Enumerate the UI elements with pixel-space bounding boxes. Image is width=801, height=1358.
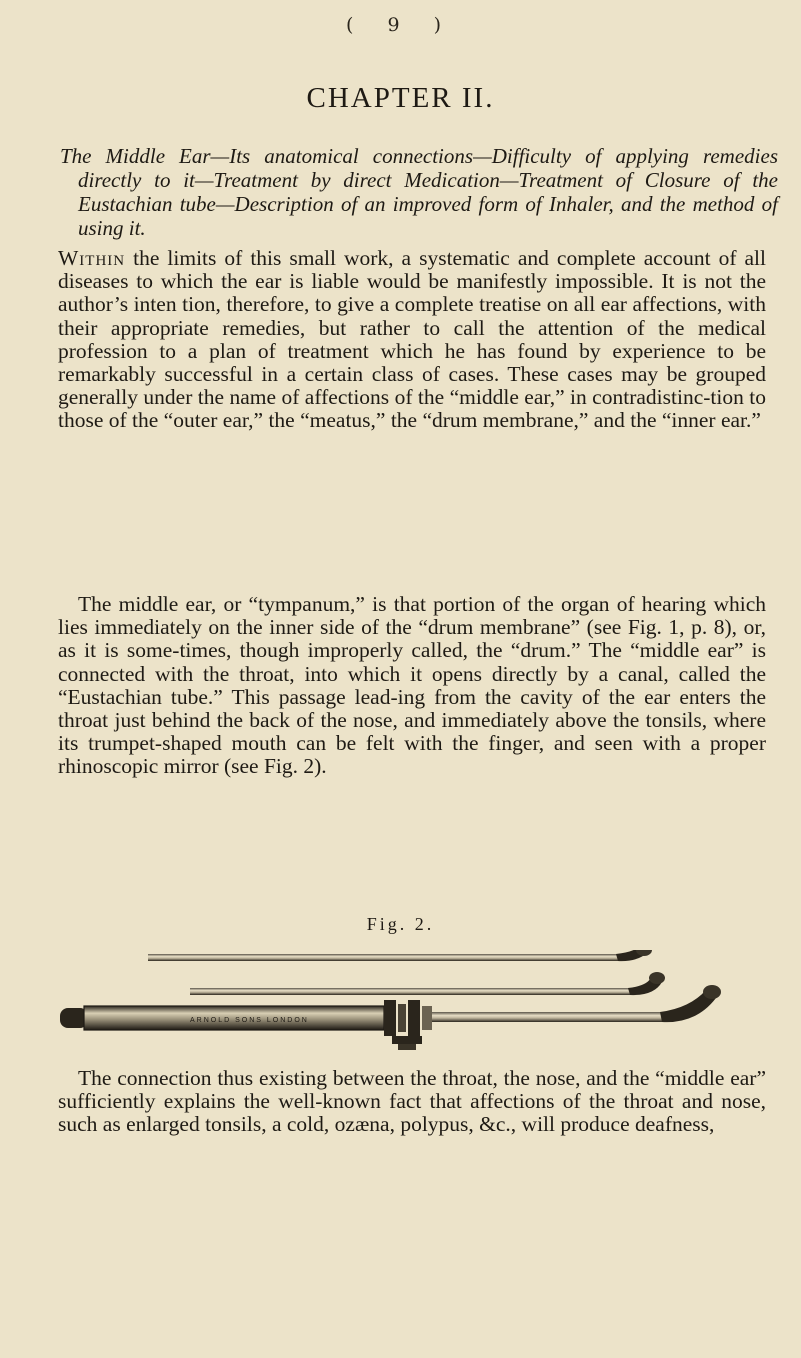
paragraph-1 <box>58 247 766 433</box>
chapter-title: CHAPTER II. <box>306 82 495 114</box>
inhaler-illustration <box>0 950 801 1060</box>
paragraph-2: The middle ear, or “tympanum,” is that portion of the organ of hearing which lies immediately on the inner side of the “drum membrane” (see Fig. 1, p. 8), or, as it is some-times, though improperly called, the “drum.” The “middle ear” is connected with the throat, into which it opens directly by a canal, called the “Eustachian tube.” This passage lead-ing from the cavity of the ear enters the throat just behind the back of the nose, and immediately above the tonsils, where its trumpet-shaped mouth can be felt with the finger, and seen with a proper rhinoscopic mirror (see Fig. 2). <box>58 592 766 779</box>
chapter-synopsis: The Middle Ear—Its anatomical connections—Difficulty of applying remedies directly to it—Treatment by direct Medication—Treatment of Closure of the Eustachian tube—Description of an improved form of Inhaler, and the method of using it. <box>60 144 778 240</box>
valve-coupling <box>384 1000 432 1050</box>
page-number: ( 9 ) <box>346 14 455 36</box>
tube-middle <box>190 972 665 995</box>
figure-label: Fig. 2. <box>366 914 435 934</box>
paragraph-3: The connection thus existing between the throat, the nose, and the “middle ear” sufficiently explains the well-known fact that affections of the throat and nose, such as enlarged tonsils, a cold, ozæna, polypus, &c., will produce deafness, <box>58 1066 766 1137</box>
tube-upper <box>148 950 652 961</box>
paragraph-1-lead-word: Within <box>58 246 126 270</box>
paragraph-1-text: the limits of this small work, a systematic and complete account of all diseases to which the ear is liable would be manifestly impossible. It is not the author’s inten tion, therefore, to give a complete treatise on all ear affections, with their appropriate remedies, but rather to call the attention of the medical profession to a plan of treatment which he has found by experience to be remarkably successful in a certain class of cases. These cases may be grouped generally under the name of affections of the “middle ear,” in contradistinc-tion to those of the “outer ear,” the “meatus,” the “drum membrane,” and the “inner ear.” <box>58 246 766 433</box>
instrument-maker-engraving: ARNOLD SONS LONDON <box>190 1017 309 1024</box>
